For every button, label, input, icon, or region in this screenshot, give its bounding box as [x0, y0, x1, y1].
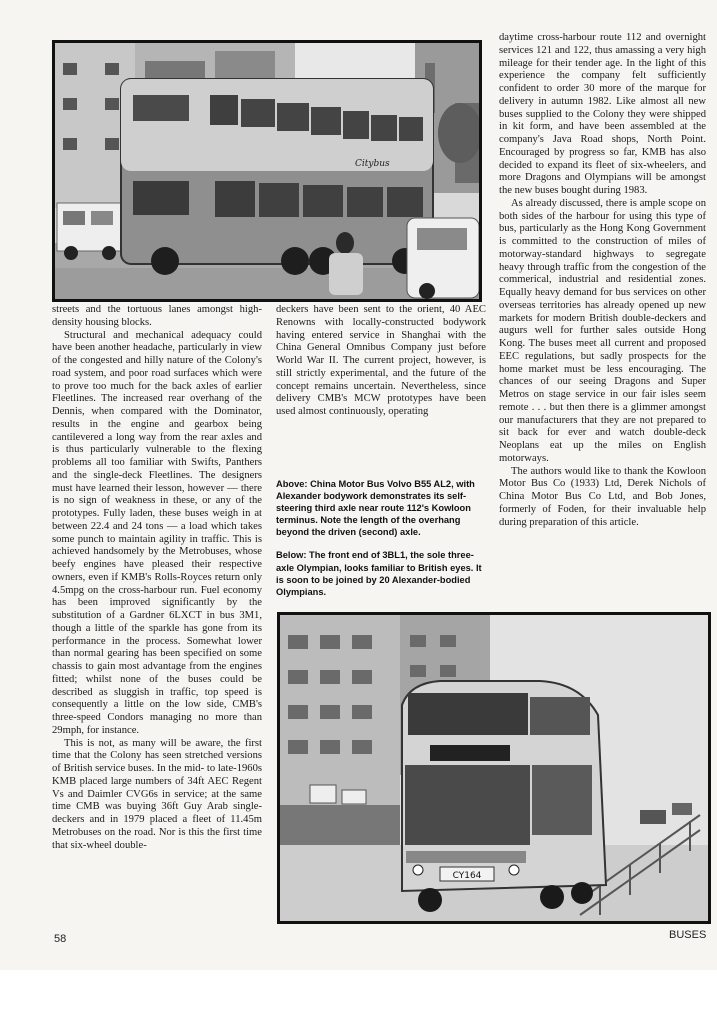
article-column-right — [499, 32, 706, 529]
paragraph: The authors would like to thank the Kowloon Motor Bus Co (1933) Ltd, Derek Nichols of China Motor Bus Co Ltd, and Bob Jones, formerly of Foden, for their invaluable help during preparation of this article. — [499, 465, 706, 528]
photo-olympian-image — [280, 615, 708, 921]
bus-registration-plate: CY164 — [452, 871, 482, 881]
paragraph: As already discussed, there is ample scope on both sides of the harbour for using this type of bus, particularly as the Hong Kong Government is committed to the construction of miles of motorway-standard highways to segregate heavy through traffic from the congestion of the commerical, industrial and residential zones. Equally heavy demand for bus services on other overseas territories has already opened up new markets for modern British double-deckers and augurs well for further sales outside Hong Kong. The buses meet all current and proposed EEC regulations, but sadly prospects for the home market must be less encouraging. The chances of our seeing Dragons and Super Metros on stage service in our fair isles seem remote . . . but then there is a glimmer amongst our manufacturers that they are not prepared to sit back for ever and watch double-deck Neoplans eat up the miles on English motorways. — [499, 197, 706, 464]
paragraph: Structural and mechanical adequacy could have been another headache, particularly in view of the congested and hilly nature of the Colony's road system, and poor road surfaces which were to prove too much for the back axles of earlier Fleetlines. The increased rear overhang of the Dennis, when compared with the Dominator, results in the engine and gearbox being cantilevered a long way from the rear axles and is thus particularly vulnerable to the flexing problems all too familiar with Swifts, Panthers and the single-deck Fleetlines. The designers must have learned their lesson, however — there is no sign of weakness in these, or any of the prototypes. Fully laden, these buses weigh in at between 22.4 and 24 tons — a load which takes some punch to maintain agility in traffic. This is achieved handsomely by the Metrobuses, whose beefy engines have pleased their respective owners, even if KMB's Rolls-Royces return only 4.5mpg on the cross-harbour run. Fuel economy has been improved significantly by the substitution of a Gardner 6LXCT in bus 3M1, though a little of the sparkle has gone from its performance in the process. Somewhat lower than normal gearing has been specified on some chassis to gain most advantage from the engines fitted; whilst none of the buses could be described as sluggish in traffic, top speed is consequently a little on the low side, CMB's three-speed Condors managing no more than 29mph, for instance. — [52, 329, 262, 736]
photo-volvo-b55-bus — [52, 40, 482, 302]
paragraph: This is not, as many will be aware, the first time that the Colony has seen stretched versions of British service buses. In the mid- to late-1960s KMB placed large numbers of 34ft AEC Regent Vs and Daimler CVG6s in service; at the same time CMB was buying 36ft Guy Arab single-deckers and in 1979 placed a fleet of 11.45m Metrobuses on the road. Nor is this the first time that six-wheel double- — [52, 737, 262, 851]
magazine-name: BUSES — [669, 929, 707, 941]
bus-fleet-script: Citybus — [355, 159, 390, 169]
caption-below: Below: The front end of 3BL1, the sole three-axle Olympian, looks familiar to British eyes. It is soon to be joined by 20 Alexander-bodied Olympians. — [276, 550, 482, 597]
article-column-left — [52, 304, 262, 852]
paragraph: daytime cross-harbour route 112 and overnight services 121 and 122, thus amassing a very high mileage for their tender age. In the light of this experience the company felt sufficiently confident to order 30 more of the marque for delivery in autumn 1982. Like almost all new buses supplied to the Colony they were shipped in kit form, and have been assembled at the company's Java Road shops, North Point. Encouraged by progress so far, KMB has also decided to expand its fleet of six-wheelers, and more Dragons and Olympians will be amongst the new buses bought during 1983. — [499, 32, 706, 196]
photo-volvo-b55-image — [55, 43, 479, 299]
paragraph: streets and the tortuous lanes amongst high-density housing blocks. — [52, 304, 262, 328]
page-number: 58 — [54, 933, 67, 945]
article-column-middle — [276, 304, 486, 419]
caption-above: Above: China Motor Bus Volvo B55 AL2, with Alexander bodywork demonstrates its self-steering third axle near route 112's Kowloon terminus. Note the length of the overhang beyond the driven (second) axle. — [276, 479, 475, 538]
photo-olympian-bus — [277, 612, 711, 924]
paragraph: deckers have been sent to the orient, 40 AEC Renowns with locally-constructed bodywork having entered service in Shanghai with the China General Omnibus Company just before World War II. The current project, however, is still strictly experimental, and the future of the concept remains uncertain. Nevertheless, since delivery CMB's MCW prototypes have been used almost continuously, operating — [276, 304, 486, 417]
photo-captions — [276, 478, 486, 609]
